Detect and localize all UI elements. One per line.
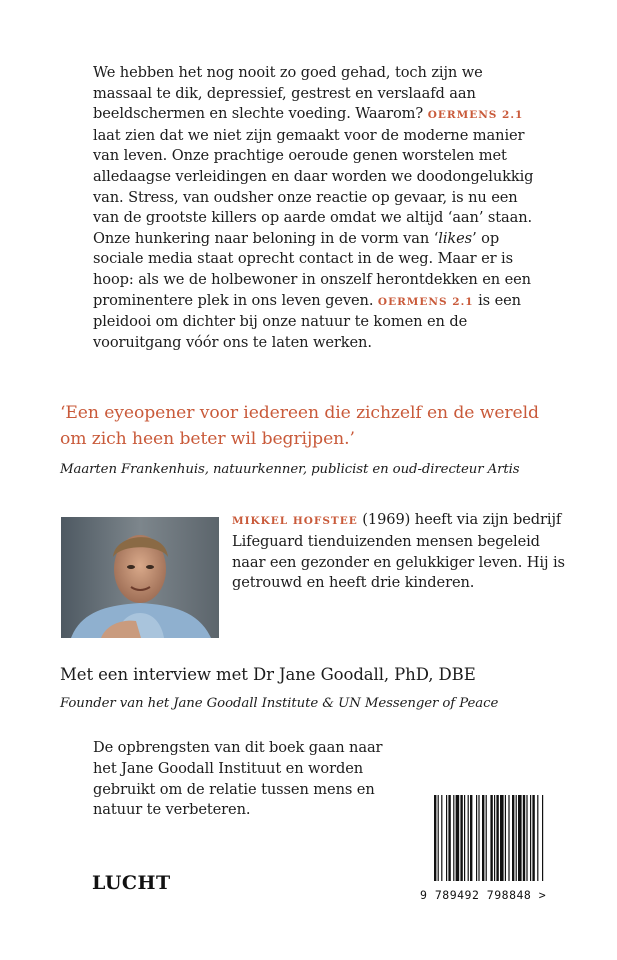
author-bio <box>232 510 572 594</box>
barcode-bar <box>516 795 517 881</box>
barcode-bar <box>500 795 504 881</box>
barcode-bar <box>508 795 509 881</box>
isbn-digits: 9 789492 798848 > <box>420 888 547 902</box>
barcode-bar <box>434 795 436 881</box>
barcode-bar <box>494 795 495 881</box>
barcode-bar <box>476 795 477 881</box>
blurb-body-continued: ’ op sociale media staat oprecht contact in de weg. Maar er is hoop: als we de holbewoner in onszelf herontdekken en een prominentere plek in ons leven geven. <box>93 229 531 309</box>
barcode-bar <box>518 795 522 881</box>
barcode-bar <box>482 795 484 881</box>
barcode-bar <box>453 795 454 881</box>
barcode-bar <box>505 795 506 881</box>
blurb-conclusion: is een pleidooi om dichter bij onze natuur te komen en de vooruitgang vóór ons te laten werken. <box>93 291 521 351</box>
barcode-bar <box>446 795 447 881</box>
proceeds-text <box>93 738 393 821</box>
barcode-bar <box>512 795 514 881</box>
proceeds-paragraph: De opbrengsten van dit boek gaan naar het Jane Goodall Instituut en worden gebruikt om de relatie tussen mens en natuur te verbeteren. <box>93 739 383 819</box>
endorsement-quote: ‘Een eyeopener voor iedereen die zichzelf en de wereld om zich heen beter wil begrijpen.’ <box>60 403 539 449</box>
quote-attribution: Maarten Frankenhuis, natuurkenner, publicist en oud-directeur Artis <box>60 462 520 477</box>
publisher-logo: LUCHT <box>92 872 171 894</box>
barcode-bar <box>448 795 450 881</box>
barcode-bar <box>441 795 442 881</box>
barcode-bar <box>526 795 527 881</box>
interview-role: Founder van het Jane Goodall Institute & UN Messenger of Peace <box>60 696 499 711</box>
barcode-bar <box>468 795 469 881</box>
interview-line: Met een interview met Dr Jane Goodall, PhD, DBE <box>60 665 476 684</box>
barcode-bar <box>532 795 534 881</box>
barcode <box>428 795 578 895</box>
author-portrait-image <box>61 517 219 638</box>
barcode-bar <box>490 795 492 881</box>
barcode-bar <box>530 795 531 881</box>
blurb-text <box>93 63 543 353</box>
barcode-bar <box>542 795 543 881</box>
barcode-bar <box>537 795 538 881</box>
author-photo <box>61 517 219 638</box>
blurb-intro: We hebben het nog nooit zo goed gehad, toch zijn we massaal te dik, depressief, gestrest en verslaafd aan beeldschermen en slechte voeding. Waarom? <box>93 64 483 123</box>
barcode-bar <box>496 795 498 881</box>
barcode-bar <box>438 795 439 881</box>
barcode-bar <box>464 795 465 881</box>
author-name: MIKKEL HOFSTEE <box>232 515 358 527</box>
barcode-bar <box>486 795 487 881</box>
barcode-bar <box>460 795 462 881</box>
blurb-body: laat zien dat we niet zijn gemaakt voor de moderne manier van leven. Onze prachtige oeroude genen worstelen met alledaagse verleidingen en daar worden we doodongelukkig van. Stress, van oudsher onze reactie op gevaar, is nu een van de grootste killers op aarde omdat we altijd ‘aan’ staan. Onze hunkering naar beloning in de vorm van ‘ <box>93 126 534 247</box>
book-title-mention: OERMENS 2.1 <box>377 295 474 308</box>
book-title-mention: OERMENS 2.1 <box>427 109 524 122</box>
barcode-bar <box>456 795 460 881</box>
barcode-bar <box>523 795 525 881</box>
barcode-bars <box>428 795 578 885</box>
likes-emphasis: likes <box>438 229 473 247</box>
barcode-bar <box>478 795 479 881</box>
barcode-bar <box>470 795 472 881</box>
author-bio-text: (1969) heeft via zijn bedrijf Lifeguard tienduizenden mensen begeleid naar een gezonder en gelukkiger leven. Hij is getrouwd en heeft drie kinderen. <box>232 511 565 592</box>
